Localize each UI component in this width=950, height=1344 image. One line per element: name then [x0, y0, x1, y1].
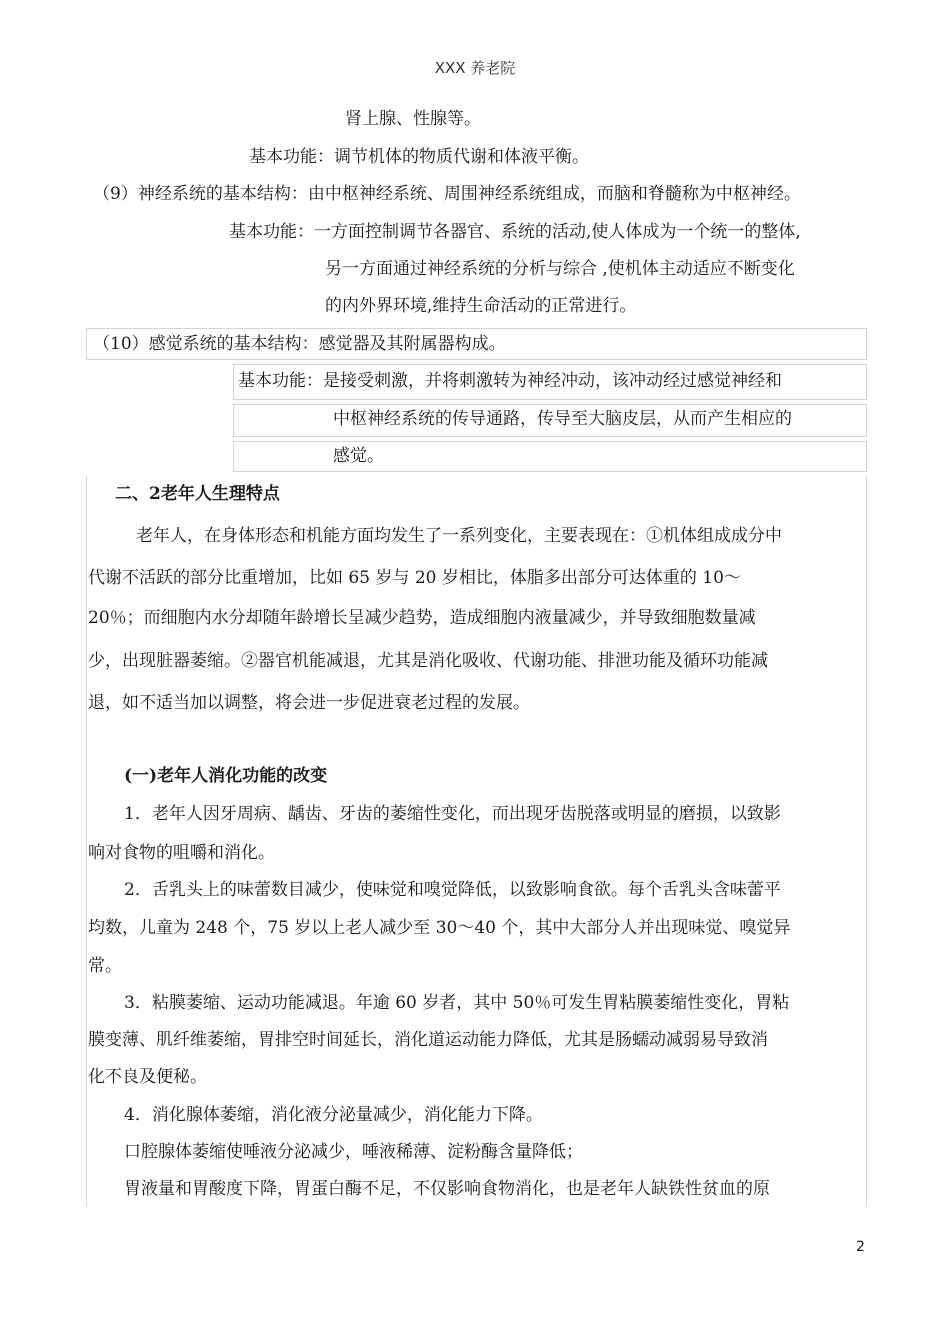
list-item: 2．舌乳头上的味蕾数目减少，使味觉和嗅觉降低，以致影响食欲。每个舌乳头含味蕾平 [124, 880, 781, 900]
frame-border-right [866, 476, 867, 1206]
subsection-heading: (一)老年人消化功能的改变 [124, 766, 328, 786]
list-item-cont: 化不良及便秘。 [88, 1067, 207, 1087]
text-line: 的内外界环境,维持生命活动的正常进行。 [325, 296, 637, 316]
list-item: 1．老年人因牙周病、龋齿、牙齿的萎缩性变化，而出现牙齿脱落或明显的磨损，以致影 [124, 804, 781, 824]
text-line: 基本功能：是接受刺激，并将刺激转为神经冲动，该冲动经过感觉神经和 [238, 371, 782, 391]
text-line: 肾上腺、性腺等。 [345, 109, 481, 129]
page-number: 2 [856, 1239, 865, 1255]
paragraph-line: 20％；而细胞内水分却随年龄增长呈减少趋势，造成细胞内液量减少，并导致细胞数量减 [88, 608, 756, 628]
text-line: 感觉。 [333, 446, 384, 466]
list-item-cont: 响对食物的咀嚼和消化。 [88, 843, 275, 863]
text-line: 另一方面通过神经系统的分析与综合 ,使机体主动适应不断变化 [325, 259, 795, 279]
list-item: 4．消化腺体萎缩，消化液分泌量减少，消化能力下降。 [124, 1105, 543, 1125]
list-item-cont: 均数，儿童为 248 个，75 岁以上老人减少至 30～40 个，其中大部分人并出现味觉、嗅觉异 [88, 918, 791, 938]
frame-border-left [86, 476, 87, 1206]
list-item-cont: 膜变薄、肌纤维萎缩，胃排空时间延长，消化道运动能力降低，尤其是肠蠕动减弱易导致消 [88, 1030, 768, 1050]
list-item-cont: 口腔腺体萎缩使唾液分泌减少，唾液稀薄、淀粉酶含量降低； [124, 1142, 583, 1162]
list-item-cont: 常。 [88, 956, 122, 976]
paragraph-line: 少，出现脏器萎缩。②器官机能减退，尤其是消化吸收、代谢功能、排泄功能及循环功能减 [88, 651, 768, 671]
paragraph-line: 代谢不活跃的部分比重增加，比如 65 岁与 20 岁相比，体脂多出部分可达体重的 10～ [88, 568, 741, 588]
table-cell [233, 441, 867, 472]
section-heading: 二、2老年人生理特点 [115, 484, 280, 504]
page-header: XXX 养老院 [434, 59, 516, 77]
text-line: 基本功能：一方面控制调节各器官、系统的活动,使人体成为一个统一的整体, [229, 222, 801, 242]
text-line: 中枢神经系统的传导通路，传导至大脑皮层，从而产生相应的 [333, 409, 792, 429]
paragraph-line: 老年人，在身体形态和机能方面均发生了一系列变化，主要表现在：①机体组成成分中 [136, 526, 782, 546]
paragraph-line: 退，如不适当加以调整，将会进一步促进衰老过程的发展。 [88, 693, 530, 713]
text-line: （10）感觉系统的基本结构：感觉器及其附属器构成。 [93, 334, 506, 354]
text-line: （9）神经系统的基本结构：由中枢神经系统、周围神经系统组成，而脑和脊髓称为中枢神经。 [93, 184, 801, 204]
list-item: 3．粘膜萎缩、运动功能减退。年逾 60 岁者，其中 50％可发生胃粘膜萎缩性变化，胃粘 [124, 993, 790, 1013]
list-item-cont: 胃液量和胃酸度下降，胃蛋白酶不足，不仅影响食物消化，也是老年人缺铁性贫血的原 [124, 1179, 770, 1199]
text-line: 基本功能：调节机体的物质代谢和体液平衡。 [249, 147, 589, 167]
